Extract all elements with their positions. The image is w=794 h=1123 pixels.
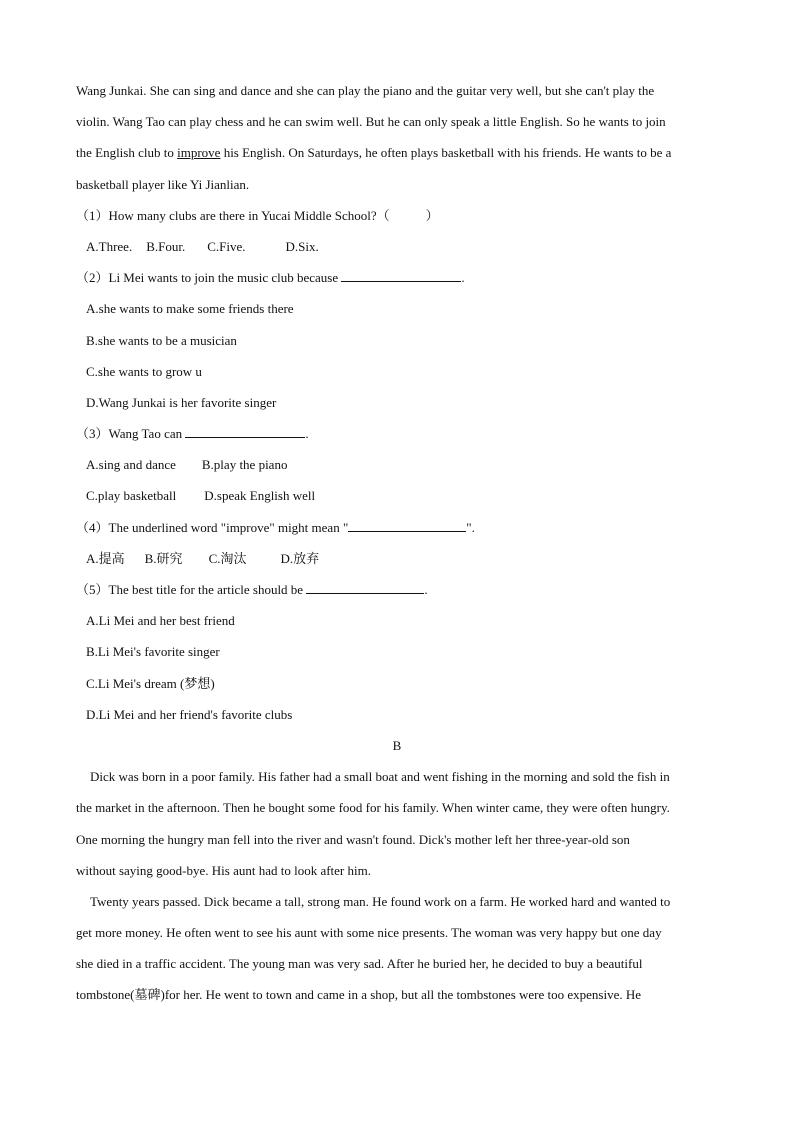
- option-c: C.she wants to grow u: [86, 363, 202, 379]
- question-stem: （5）The best title for the article should be: [76, 582, 307, 597]
- option-a: A.提高: [86, 550, 125, 566]
- answer-blank[interactable]: [306, 579, 424, 594]
- option-a: A.sing and dance: [86, 457, 176, 473]
- paragraph-line: tombstone(墓碑)for her. He went to town and came in a shop, but all the tombstones were too expensive. He: [76, 987, 642, 1003]
- question-stem: （3）Wang Tao can: [76, 426, 186, 442]
- option-c: C.play basketball: [86, 488, 177, 504]
- paragraph-line: the market in the afternoon. Then he bought some food for his family. When winter came, they were often hungry.: [76, 800, 670, 816]
- question-1-options: [76, 236, 718, 267]
- question-2: [76, 267, 718, 298]
- option-c: C.Five.: [207, 238, 246, 254]
- option-c: C.淘汰: [208, 550, 247, 566]
- option-b: B.研究: [144, 550, 183, 566]
- question-3-options-row-1: [76, 454, 718, 485]
- option-b: B.Li Mei's favorite singer: [86, 644, 220, 660]
- paragraph-line: Dick was born in a poor family. His father had a small boat and went fishing in the morning and sold the fish in: [90, 769, 670, 785]
- paragraph-line: she died in a traffic accident. The young man was very sad. After he buried her, he decided to buy a beautiful: [76, 956, 643, 972]
- question-stem: （1）How many clubs are there in Yucai Middle School?（: [76, 207, 390, 223]
- passage-line: violin. Wang Tao can play chess and he can swim well. But he can only speak a little English. So he wants to join: [76, 114, 666, 130]
- answer-blank[interactable]: [341, 267, 461, 282]
- question-close: ）: [425, 207, 439, 223]
- question-end: .: [461, 270, 465, 286]
- section-heading: B: [392, 737, 402, 753]
- question-4-options: [76, 548, 718, 579]
- passage-text: the English club to: [76, 145, 178, 161]
- question-stem: （4）The underlined word "improve" might mean ": [76, 519, 349, 535]
- passage-line: [76, 142, 718, 173]
- option-a: A.Li Mei and her best friend: [86, 613, 235, 629]
- option-d: D.放弃: [280, 550, 320, 566]
- question-5: [76, 579, 718, 610]
- question-3-options-row-2: [76, 485, 718, 516]
- option-c: C.Li Mei's dream (梦想): [86, 675, 215, 691]
- question-end: ".: [466, 519, 475, 535]
- document-page: [76, 80, 718, 1016]
- question-stem: （2）Li Mei wants to join the music club because: [76, 270, 342, 286]
- option-b: B.she wants to be a musician: [86, 332, 237, 348]
- option-a: A.she wants to make some friends there: [86, 301, 294, 317]
- passage-text: his English. On Saturdays, he often plays basketball with his friends. He wants to be a: [220, 145, 672, 161]
- question-3: [76, 423, 718, 454]
- answer-blank[interactable]: [348, 517, 466, 532]
- question-end: .: [305, 426, 309, 442]
- underlined-word: improve: [177, 145, 221, 161]
- option-d: D.Li Mei and her friend's favorite clubs: [86, 706, 293, 722]
- option-a: A.Three.: [86, 238, 133, 254]
- option-b: B.play the piano: [201, 457, 288, 473]
- passage-line: basketball player like Yi Jianlian.: [76, 176, 250, 192]
- passage-line: Wang Junkai. She can sing and dance and she can play the piano and the guitar very well, but she can't play the: [76, 83, 655, 98]
- paragraph-line: One morning the hungry man fell into the river and wasn't found. Dick's mother left her three-year-old son: [76, 831, 630, 847]
- question-1: [76, 205, 718, 236]
- question-4: [76, 517, 718, 548]
- paragraph-line: get more money. He often went to see his aunt with some nice presents. The woman was very happy but one day: [76, 925, 662, 941]
- answer-blank[interactable]: [185, 423, 305, 438]
- option-d: D.Six.: [285, 238, 319, 254]
- option-d: D.speak English well: [204, 488, 316, 504]
- paragraph-line: without saying good-bye. His aunt had to look after him.: [76, 862, 371, 878]
- option-b: B.Four.: [146, 238, 186, 254]
- option-d: D.Wang Junkai is her favorite singer: [86, 394, 277, 410]
- paragraph-line: Twenty years passed. Dick became a tall, strong man. He found work on a farm. He worked hard and wanted to: [90, 893, 671, 909]
- question-end: .: [424, 582, 428, 597]
